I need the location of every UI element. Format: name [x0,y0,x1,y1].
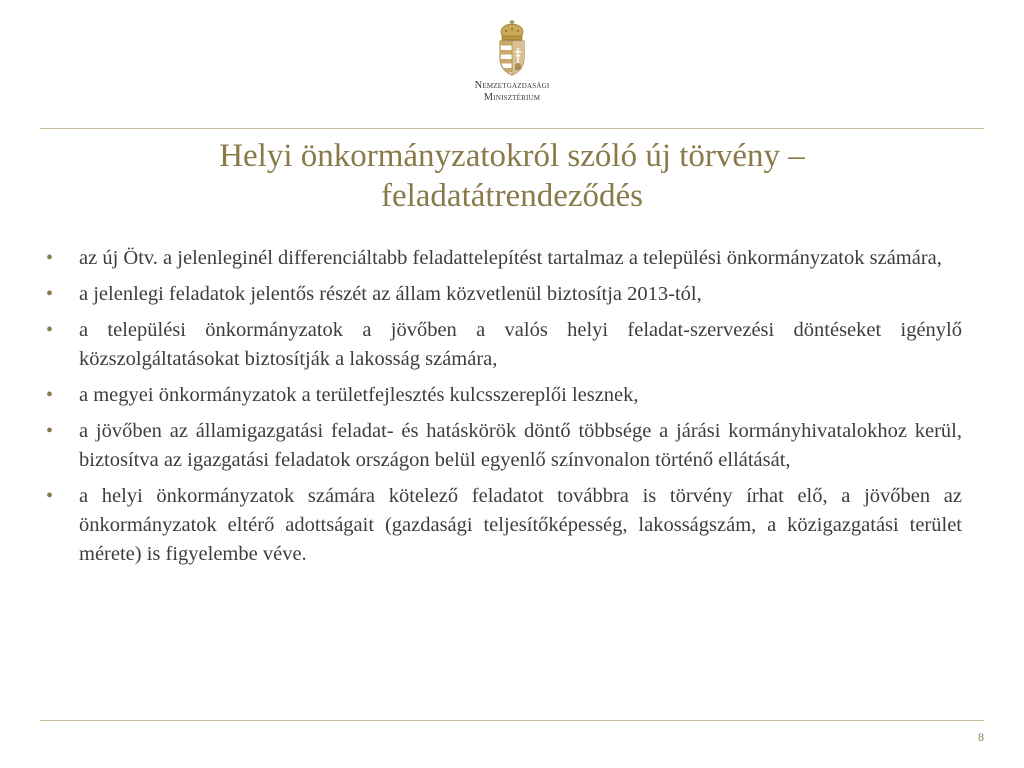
bullet-dot: • [46,283,54,305]
bullet-text: a települési önkormányzatok a jövőben a valós helyi feladat-szervezési döntéseket igénylő közszolgáltatásokat biztosítják a lakosság számára, [79,319,962,370]
bullet-item [46,482,962,569]
bullet-dot: • [46,247,54,269]
page-number: 8 [978,730,984,744]
bullet-item [46,316,962,374]
bullet-dot: • [46,384,54,406]
bullet-item [46,381,962,410]
slide-title-line1: Helyi önkormányzatokról szóló új törvény – [219,138,805,174]
hungarian-coat-of-arms-icon [494,18,530,78]
ministry-name-line2: Minisztérium [483,92,541,103]
header-divider [40,128,984,129]
bullet-list [46,244,962,576]
bullet-text: a megyei önkormányzatok a területfejlesztés kulcsszereplői lesznek, [79,384,639,406]
bullet-dot: • [46,420,54,442]
bullet-item [46,244,962,273]
slide-title [60,136,964,216]
ministry-name-line1: Nemzetgazdasági [474,80,550,91]
bullet-dot: • [46,319,54,341]
bullet-dot: • [46,485,54,507]
footer-divider [40,720,984,721]
ministry-name [0,80,1024,104]
bullet-text: az új Ötv. a jelenleginél differenciáltabb feladattelepítést tartalmaz a települési önkormányzatok számára, [79,247,942,269]
bullet-text: a jövőben az államigazgatási feladat- és hatáskörök döntő többsége a járási kormányhivatalokhoz kerül, biztosítva az igazgatási feladatok országon belül egyenlő színvonalon történő ellátását, [79,420,962,471]
slide-title-line2: feladatátrendeződés [380,178,643,214]
bullet-item [46,417,962,475]
bullet-text: a jelenlegi feladatok jelentős részét az állam közvetlenül biztosítja 2013-tól, [79,283,702,305]
bullet-text: a helyi önkormányzatok számára kötelező feladatot továbbra is törvény írhat elő, a jövőben az önkormányzatok eltérő adottságait (gazdasági teljesítőképesség, lakosságszám, a közigazgatási terület mérete) is figyelembe véve. [79,485,962,565]
ministry-logo [0,18,1024,104]
bullet-item [46,280,962,309]
